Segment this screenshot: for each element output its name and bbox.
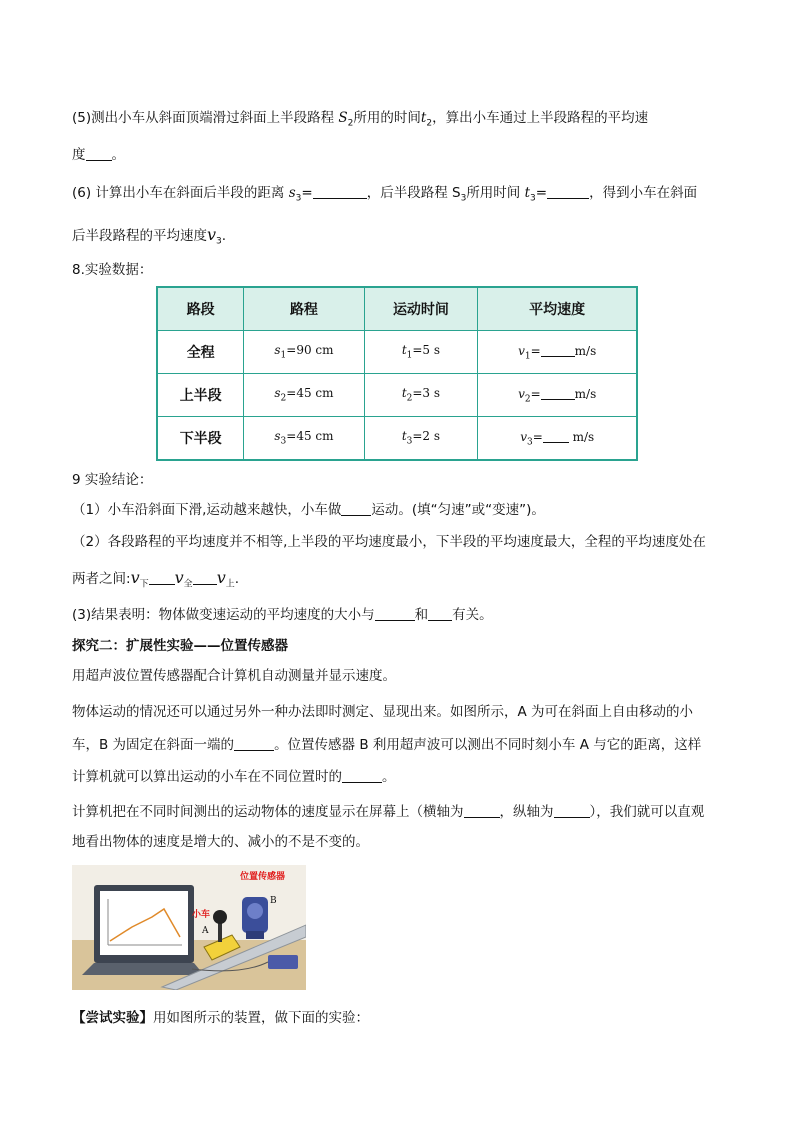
subscript: 3 [280,436,287,447]
unit: m/s [574,344,597,359]
explore2-paragraph-3b: 地看出物体的速度是增大的、减小的不是不变的。 [72,834,369,850]
distance-cell [244,373,364,416]
subscript: 2 [347,118,354,129]
subscript: 3 [216,236,222,247]
answer-blank[interactable] [547,184,589,199]
text: (3)结果表明：物体做变速运动的平均速度的大小与 [72,607,375,623]
text: ，后半段路程 S [366,185,461,201]
explore2-paragraph-2: 物体运动的情况还可以通过另外一种办法即时测定、显现出来。如图所示，A 为可在斜面上自由移动的小 [72,704,694,720]
symbol: t [401,343,407,358]
explore2-paragraph-2b [72,735,701,755]
subscript: 全 [183,579,193,590]
symbol-s: S [338,110,348,126]
sensor-base [246,931,264,939]
symbol: s [274,343,281,358]
text: 。 [111,147,125,163]
explore2-title: 探究二：扩展性实验——位置传感器 [72,638,288,654]
sensor-label: 位置传感器 [240,872,286,882]
answer-blank[interactable] [541,342,575,357]
explore2-paragraph-2c [72,767,396,787]
symbol: v [518,344,525,359]
table-header-row [157,287,637,331]
value: =45 cm [286,429,334,444]
symbol-t: t [420,110,427,126]
text: 。位置传感器 B 利用超声波可以测出不同时刻小车 A 与它的距离，这样 [274,737,702,753]
subscript: 1 [406,350,413,361]
text: 计算机就可以算出运动的小车在不同位置时的 [72,769,342,785]
answer-blank[interactable] [554,803,590,818]
subscript: 1 [524,351,531,362]
subscript: 上 [225,579,235,590]
text: 车，B 为固定在斜面一端的 [72,737,235,753]
subscript: 2 [426,118,433,129]
text: (6) 计算出小车在斜面后半段的距离 [72,185,289,201]
symbol: t [401,429,407,444]
text: ，纵轴为 [499,804,554,820]
symbol-t: t [524,185,531,201]
answer-blank[interactable] [193,570,217,585]
speed-cell [478,331,637,374]
text: ，算出小车通过上半段路程的平均速 [432,110,649,126]
answer-blank[interactable] [541,385,575,400]
conclusion-1 [72,500,545,520]
trial-tag: 【尝试实验】 [72,1010,153,1026]
text: (5)测出小车从斜面顶端滑过斜面上半段路程 [72,110,339,126]
table-row [157,373,637,416]
text: （1）小车沿斜面下滑,运动越来越快，小车做 [72,502,342,518]
symbol-s: s [288,185,296,201]
header-cell: 平均速度 [478,287,637,331]
time-cell [364,416,478,460]
text: ，得到小车在斜面 [589,185,698,201]
table-row [157,331,637,374]
answer-blank[interactable] [464,803,500,818]
subscript: 3 [526,437,533,448]
data-table [156,286,638,461]
subscript: 下 [139,579,149,590]
sensor-lens [247,903,263,919]
row-label: 全程 [157,331,244,374]
subscript: 1 [280,350,287,361]
trial-line [72,1008,369,1028]
symbol-v: v [207,225,217,244]
text: 和 [414,607,429,623]
subscript: 3 [406,436,413,447]
value: = [530,387,541,402]
header-cell: 运动时间 [364,287,478,331]
row-label: 下半段 [157,416,244,460]
answer-blank[interactable] [342,768,382,783]
unit: m/s [568,430,595,445]
step5-line1 [72,108,648,134]
symbol-v: v [216,568,226,587]
interface-box-icon [268,955,298,969]
conclusion-2-compare [72,568,239,595]
subscript: 2 [524,394,531,405]
value: =3 s [412,386,441,401]
row-label: 上半段 [157,373,244,416]
text: 用如图所示的装置，做下面的实验： [153,1010,369,1026]
section8-title: 8.实验数据： [72,262,153,278]
symbol: s [274,386,281,401]
speed-cell [478,373,637,416]
header-cell: 路程 [244,287,364,331]
text: . [221,228,227,244]
text: 有关。 [452,607,493,623]
table-row [157,416,637,460]
symbol: v [518,387,525,402]
text: 运动。(填“匀速”或“变速”)。 [371,502,545,518]
answer-blank[interactable] [341,501,371,516]
label-b: B [270,896,277,906]
header-cell: 路段 [157,287,244,331]
answer-blank[interactable] [149,570,175,585]
time-cell [364,331,478,374]
distance-cell [244,416,364,460]
value: =90 cm [286,343,334,358]
subscript: 3 [295,193,302,204]
symbol: v [520,430,527,445]
conclusion-2: （2）各段路程的平均速度并不相等,上半段的平均速度最小，下半段的平均速度最大，全程的平均速度处在 [72,534,706,550]
section9-title: 9 实验结论： [72,472,153,488]
car-label: 小车 [192,910,211,920]
value: =2 s [412,429,441,444]
text: 后半段路程的平均速度 [72,228,207,244]
explore2-paragraph-1: 用超声波位置传感器配合计算机自动测量并显示速度。 [72,668,396,684]
text: 计算机把在不同时间测出的运动物体的速度显示在屏幕上（横轴为 [72,804,464,820]
value: = [530,344,541,359]
step6-line1 [72,183,697,209]
answer-blank[interactable] [313,184,367,199]
text: ），我们就可以直观 [589,804,705,820]
experiment-illustration [72,865,306,990]
value: =5 s [412,343,441,358]
subscript: 2 [280,393,287,404]
distance-cell [244,331,364,374]
label-a: A [202,926,209,936]
text: . [234,571,240,587]
text: = [301,185,313,201]
answer-blank[interactable] [86,146,112,161]
symbol: s [274,429,281,444]
subscript: 3 [460,193,467,204]
time-cell [364,373,478,416]
explore2-paragraph-3 [72,802,704,822]
text: 。 [382,769,396,785]
text: 两者之间: [72,571,131,587]
step5-line2 [72,145,125,165]
speed-cell [478,416,637,460]
text: 所用时间 [466,185,525,201]
subscript: 3 [530,193,536,204]
sensor-experiment-figure [72,865,306,990]
conclusion-3 [72,605,493,625]
step6-line2 [72,225,226,252]
answer-blank[interactable] [375,606,415,621]
car-reflector [213,910,227,924]
text: = [535,185,548,201]
subscript: 2 [406,393,413,404]
text: 所用的时间 [353,110,421,126]
answer-blank[interactable] [234,736,274,751]
unit: m/s [574,387,597,402]
answer-blank[interactable] [543,428,569,443]
laptop-keyboard [82,963,204,975]
symbol-v: v [130,568,140,587]
value: =45 cm [286,386,334,401]
symbol-v: v [174,568,184,587]
text: 度 [72,147,86,163]
answer-blank[interactable] [428,606,452,621]
value: = [532,430,543,445]
symbol: t [401,386,407,401]
